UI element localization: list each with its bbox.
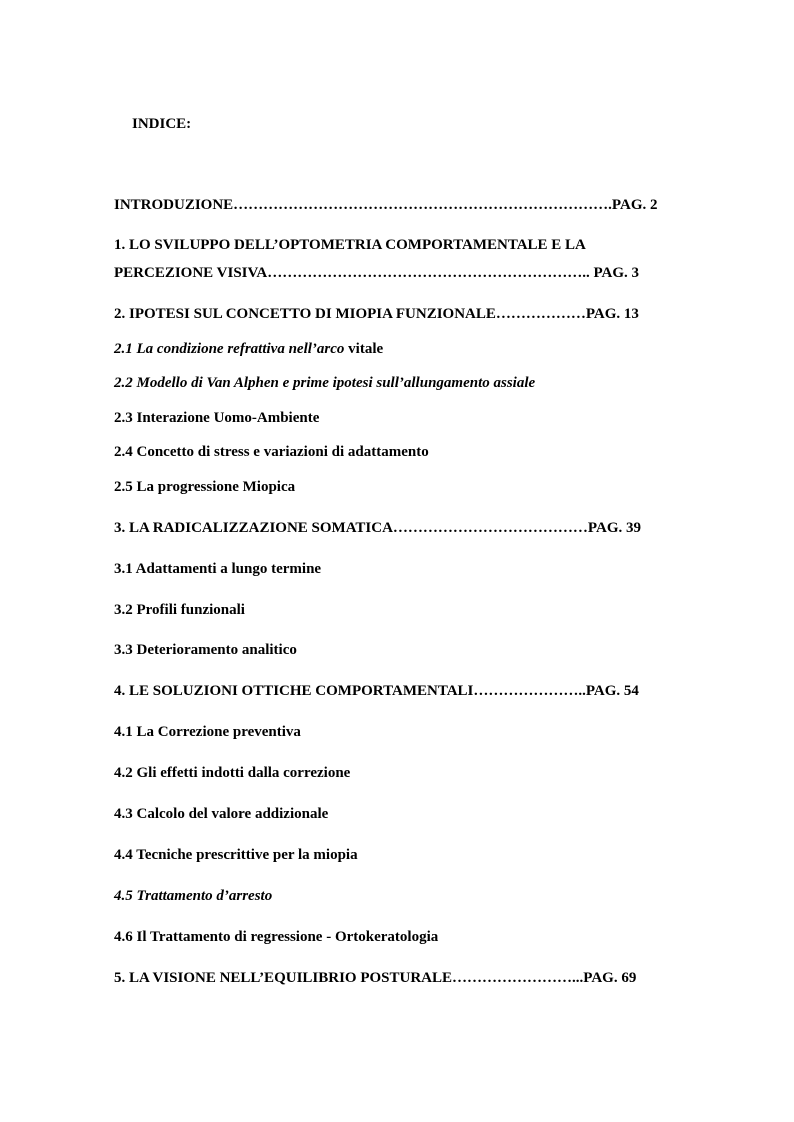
toc-section-4-2: 4.2 Gli effetti indotti dalla correzione bbox=[114, 765, 351, 781]
toc-section-4-5: 4.5 Trattamento d’arresto bbox=[114, 888, 273, 904]
toc-section-2-1-plain: vitale bbox=[344, 341, 384, 357]
toc-section-2-4: 2.4 Concetto di stress e variazioni di adattamento bbox=[114, 444, 429, 460]
toc-section-3-1: 3.1 Adattamenti a lungo termine bbox=[114, 561, 322, 577]
toc-section-2-5: 2.5 La progressione Miopica bbox=[114, 479, 296, 495]
toc-chapter-1-line-1: 1. LO SVILUPPO DELL’OPTOMETRIA COMPORTAMENTALE E LA bbox=[114, 237, 586, 253]
toc-section-2-1 bbox=[114, 340, 383, 358]
toc-section-4-3: 4.3 Calcolo del valore addizionale bbox=[114, 806, 329, 822]
toc-section-3-2: 3.2 Profili funzionali bbox=[114, 602, 245, 618]
toc-chapter-5: 5. LA VISIONE NELL’EQUILIBRIO POSTURALE……………………...PAG. 69 bbox=[114, 970, 637, 986]
toc-section-2-2: 2.2 Modello di Van Alphen e prime ipotesi sull’allungamento assiale bbox=[114, 375, 536, 391]
toc-section-4-4: 4.4 Tecniche prescrittive per la miopia bbox=[114, 847, 358, 863]
toc-section-3-3: 3.3 Deterioramento analitico bbox=[114, 642, 297, 658]
toc-chapter-3: 3. LA RADICALIZZAZIONE SOMATICA…………………………………PAG. 39 bbox=[114, 520, 641, 536]
toc-section-4-1: 4.1 La Correzione preventiva bbox=[114, 724, 301, 740]
toc-chapter-4: 4. LE SOLUZIONI OTTICHE COMPORTAMENTALI…………………..PAG. 54 bbox=[114, 683, 639, 699]
index-heading: INDICE: bbox=[132, 116, 192, 132]
toc-section-4-6: 4.6 Il Trattamento di regressione - Ortokeratologia bbox=[114, 929, 439, 945]
toc-section-2-3: 2.3 Interazione Uomo-Ambiente bbox=[114, 410, 320, 426]
toc-section-2-1-italic: 2.1 La condizione refrattiva nell’arco bbox=[114, 341, 345, 357]
toc-chapter-2: 2. IPOTESI SUL CONCETTO DI MIOPIA FUNZIONALE………………PAG. 13 bbox=[114, 306, 639, 322]
toc-introduzione: INTRODUZIONE………………………………………………………………….PAG. 2 bbox=[114, 197, 658, 213]
toc-chapter-1-line-2: PERCEZIONE VISIVA……………………………………………………….. PAG. 3 bbox=[114, 265, 640, 281]
